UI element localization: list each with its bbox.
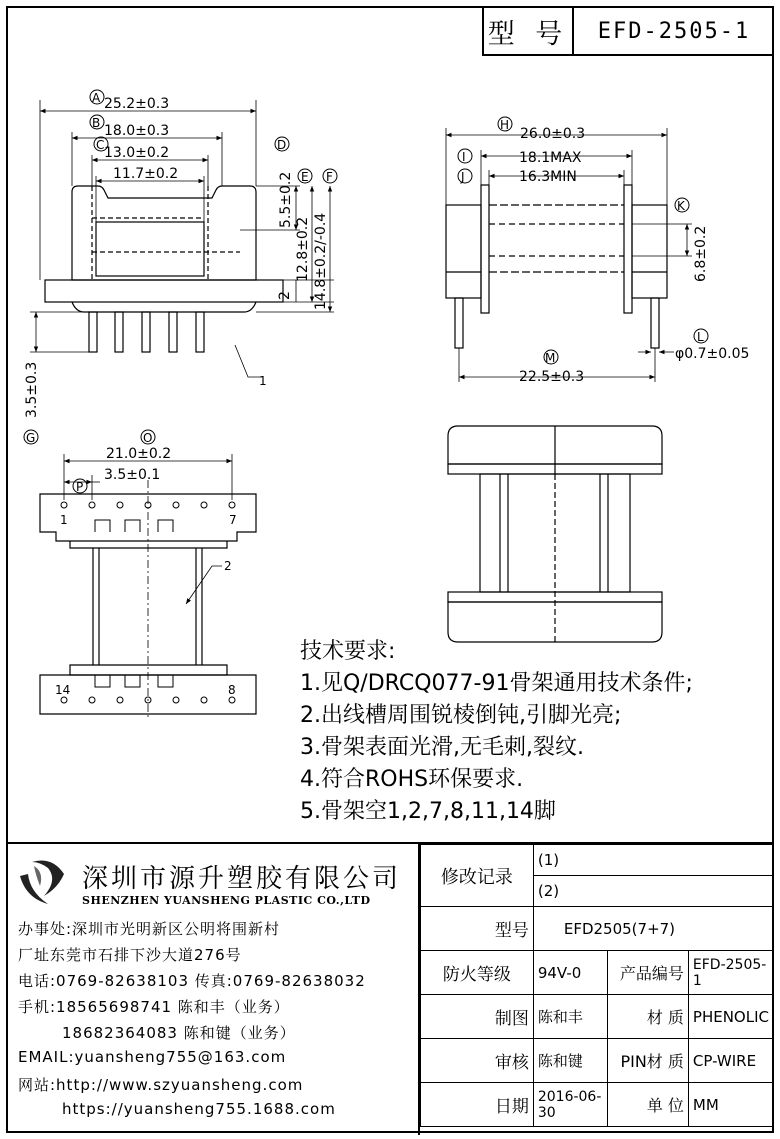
dim-top-width-text: 11.7±0.2 [113, 166, 179, 182]
drawn-value: 陈和丰 [533, 995, 607, 1039]
pin-label-7: 7 [229, 513, 237, 527]
svg-text:G: G [26, 431, 36, 445]
dim-f-text: 14.8±0.2/-0.4 [313, 212, 329, 310]
unit-label: 单 位 [607, 1083, 688, 1127]
company-name-cn: 深圳市源升塑胶有限公司 [82, 864, 402, 894]
balloon-p [73, 479, 87, 494]
svg-text:A: A [92, 91, 101, 105]
website-2: https://yuansheng755.1688.com [62, 1100, 336, 1118]
model-label: 型号 [421, 907, 534, 951]
balloon-f [323, 169, 337, 184]
svg-text:C: C [96, 138, 105, 152]
svg-text:B: B [92, 116, 101, 130]
date-label: 日期 [421, 1083, 534, 1127]
side-view [446, 128, 692, 382]
product-no-label: 产品编号 [607, 951, 688, 995]
revision-2: (2) [533, 876, 773, 907]
svg-text:J: J [461, 170, 465, 184]
outline-view [448, 426, 662, 642]
material-value: PHENOLIC [688, 995, 773, 1039]
fire-rating-value: 94V-0 [533, 951, 607, 995]
balloon-l [694, 329, 708, 344]
website-1: 网站:http://www.szyuansheng.com [18, 1076, 304, 1094]
technical-requirements [300, 636, 693, 828]
email: EMAIL:yuansheng755@163.com [18, 1048, 287, 1066]
dim-h-text: 26.0±0.3 [520, 126, 586, 142]
balloon-i [458, 149, 472, 164]
requirement-item: 3.骨架表面光滑,无毛刺,裂纹. [300, 735, 584, 760]
model-header-label: 型 号 [484, 8, 574, 54]
callout-2: 2 [224, 559, 232, 573]
dim-k-text: 6.8±0.2 [693, 225, 709, 282]
balloon-h [498, 117, 512, 132]
dim-d-text: 5.5±0.2 [278, 171, 294, 228]
balloon-g [24, 430, 38, 445]
balloon-j [458, 169, 472, 184]
date-value: 2016-06-30 [533, 1083, 607, 1127]
dim-b-text: 18.0±0.3 [104, 123, 170, 139]
balloon-e [298, 169, 312, 184]
dim-foot-text: 2 [277, 291, 293, 300]
dim-p-text: 3.5±0.1 [104, 467, 161, 483]
balloon-a [90, 90, 104, 105]
revision-label: 修改记录 [421, 845, 534, 907]
pin-label-1: 1 [60, 513, 68, 527]
check-label: 审核 [421, 1039, 534, 1083]
pin-material-value: CP-WIRE [688, 1039, 773, 1083]
svg-text:I: I [462, 150, 466, 164]
svg-text:M: M [545, 351, 556, 365]
check-value: 陈和键 [533, 1039, 607, 1083]
product-no-value: EFD-2505-1 [688, 951, 773, 995]
requirements-title: 技术要求: [300, 639, 396, 664]
svg-text:L: L [697, 330, 704, 344]
dim-l-text: φ0.7±0.05 [675, 346, 750, 362]
mobile-1: 手机:18565698741 陈和丰（业务） [18, 998, 290, 1016]
requirement-item: 1.见Q/DRCQ077-91骨架通用技术条件; [300, 671, 693, 696]
svg-text:F: F [326, 170, 333, 184]
title-table [420, 844, 774, 1127]
dim-i-text: 18.1MAX [519, 150, 582, 166]
pin-label-8: 8 [228, 683, 236, 697]
drawn-label: 制图 [421, 995, 534, 1039]
unit-value: MM [688, 1083, 773, 1127]
balloon-k [675, 198, 689, 213]
svg-text:H: H [500, 118, 510, 132]
company-panel [6, 844, 420, 1135]
revision-1: (1) [533, 845, 773, 876]
balloon-m [544, 350, 558, 365]
dim-g-text: 3.5±0.3 [24, 361, 40, 418]
svg-text:E: E [301, 170, 309, 184]
factory-address: 厂址东莞市石排下沙大道276号 [18, 946, 242, 964]
svg-text:K: K [677, 199, 685, 213]
company-logo [14, 852, 70, 908]
balloon-b [90, 115, 104, 130]
dim-c-text: 13.0±0.2 [104, 145, 170, 161]
balloon-d [275, 137, 289, 152]
dim-m-text: 22.5±0.3 [519, 369, 585, 385]
svg-text:D: D [277, 138, 287, 152]
model-value: EFD2505(7+7) [533, 907, 773, 951]
svg-text:O: O [143, 431, 153, 445]
balloon-o [141, 430, 155, 445]
fire-rating-label: 防火等级 [421, 951, 534, 995]
svg-text:P: P [76, 480, 84, 494]
company-name-en: SHENZHEN YUANSHENG PLASTIC CO.,LTD [82, 894, 371, 907]
callout-1: 1 [259, 374, 267, 388]
requirement-item: 4.符合ROHS环保要求. [300, 767, 524, 792]
mobile-2: 18682364083 陈和键（业务） [62, 1024, 296, 1042]
pin-label-14: 14 [55, 683, 71, 697]
phone-fax: 电话:0769-82638103 传真:0769-82638032 [18, 972, 366, 990]
pin-material-label: PIN材 质 [607, 1039, 688, 1083]
dim-e-text: 12.8±0.2 [295, 216, 311, 282]
dim-j-text: 16.3MIN [519, 169, 577, 185]
requirement-item: 5.骨架空1,2,7,8,11,14脚 [300, 799, 556, 824]
dim-o-text: 21.0±0.2 [106, 446, 172, 462]
dim-a-text: 25.2±0.3 [104, 96, 170, 112]
requirement-item: 2.出线槽周围锐棱倒钝,引脚光亮; [300, 703, 622, 728]
office-address: 办事处:深圳市光明新区公明将围新村 [18, 920, 281, 938]
company-logo-row [14, 850, 414, 910]
material-label: 材 质 [607, 995, 688, 1039]
model-header-value: EFD-2505-1 [597, 18, 751, 44]
title-block [6, 842, 774, 1135]
